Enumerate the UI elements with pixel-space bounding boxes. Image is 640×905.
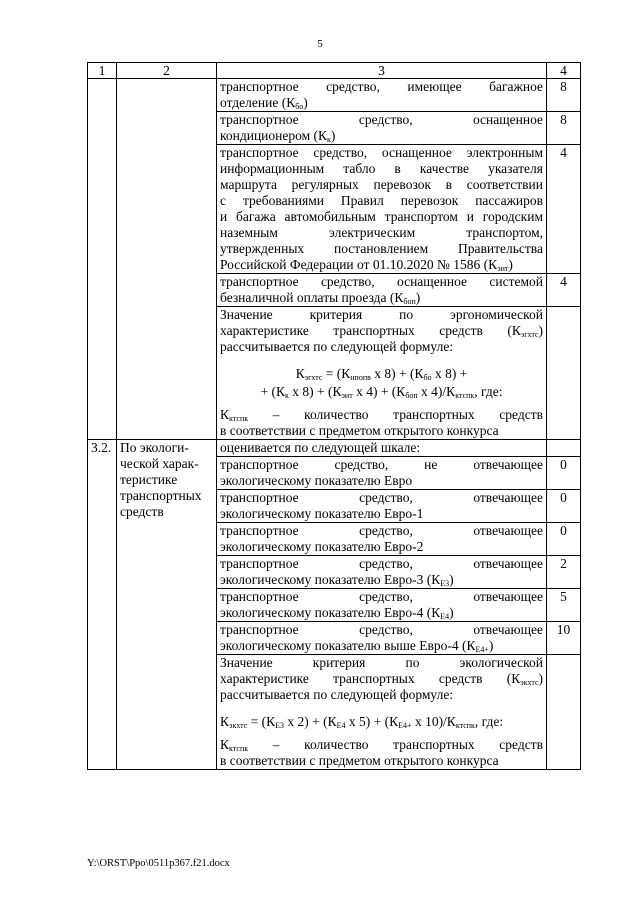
header-col-3: 3: [217, 63, 547, 79]
table-row: [88, 79, 581, 112]
empty-number-cell: [88, 79, 117, 440]
score-value: 10: [547, 622, 581, 655]
table-row: [88, 440, 581, 457]
score-value: 4: [547, 274, 581, 307]
criterion-text: транспортное средство, отвечающее экологическому показателю выше Евро-4 $(К_{Е4+})$: [217, 622, 547, 655]
criterion-text: транспортное средство, имеющее багажное отделение $(К_{бо})$: [217, 79, 547, 112]
header-col-2: 2: [117, 63, 217, 79]
score-value: 0: [547, 457, 581, 490]
criterion-text: транспортное средство, оснащенное кондиционером $(К_к)$: [217, 112, 547, 145]
empty-score-cell: [547, 307, 581, 440]
score-value: 0: [547, 523, 581, 556]
score-value: 8: [547, 79, 581, 112]
ergonomic-formula: $К_{эгхтс} = (К_{нпопв}$ х $8) + (К_{бо}$ х 8) + + ($К_к$ х $8) + (К_{эит}$ х $4) + (К_{боп}$ х $4)/К_{ктспк}$, где:: [260, 366, 503, 400]
page-number: 5: [317, 38, 323, 50]
ecological-formula: $К_{экхтс} = (К_{Е3}$ х $2) + (К_{Е4}$ х $5) + (К_{Е4+}$ х $10)/К_{ктспк}$, где:: [220, 714, 504, 730]
ergonomic-formula-block: Значение критерия по эргономической характеристике транспортных средств $(К_{эгхтс})$ рассчитывается по следующей формуле: $К_{эгхтс} = (К_{нпопв}$ х $8) + (К_{бо}$ х 8) + + ($К_к$ х $8) + (К_{эит}$ х $4) + (К_{боп}$ х $4)/К_{ктспк}$, где: $К_{ктспк}$ – количество транспортных средств в соответствии с предметом открытого конкурса: [217, 307, 547, 440]
empty-score-cell: [547, 655, 581, 770]
section-number: 3.2.: [88, 440, 117, 770]
ecological-formula-block: Значение критерия по экологической характеристике транспортных средств $(К_{экхтс})$ рассчитывается по следующей формуле: $К_{экхтс} = (К_{Е3}$ х $2) + (К_{Е4}$ х $5) + (К_{Е4+}$ х $10)/К_{ктспк}$, где: $К_{ктспк}$ – количество транспортных средств в соответствии с предметом открытого конкурса: [217, 655, 547, 770]
score-value: 4: [547, 145, 581, 274]
criteria-table: [87, 62, 581, 770]
score-value: 8: [547, 112, 581, 145]
criterion-text: транспортное средство, отвечающее экологическому показателю Евро-1: [217, 490, 547, 523]
score-value: 2: [547, 556, 581, 589]
empty-score-cell: [547, 440, 581, 457]
header-col-1: 1: [88, 63, 117, 79]
file-path-footer: Y:\ORST\Ppo\0511p367.f21.docx: [87, 858, 230, 869]
score-value: 0: [547, 490, 581, 523]
criterion-text: транспортное средство, отвечающее экологическому показателю Евро-4 $(К_{Е4})$: [217, 589, 547, 622]
criterion-text: транспортное средство, не отвечающее экологическому показателю Евро: [217, 457, 547, 490]
criterion-text: транспортное средство, отвечающее экологическому показателю Евро-3 $(К_{Е3})$: [217, 556, 547, 589]
section-title: По экологи- ческой харак- теристике транспортных средств: [117, 440, 217, 770]
criterion-text: транспортное средство, оснащенное системой безналичной оплаты проезда $(К_{боп})$: [217, 274, 547, 307]
score-value: 5: [547, 589, 581, 622]
header-row: [88, 63, 581, 79]
criterion-text: транспортное средство, отвечающее экологическому показателю Евро-2: [217, 523, 547, 556]
criterion-text: транспортное средство, оснащенное электронным информационным табло в качестве указателя маршрута регулярных перевозок в соответствии с требованиями Правил перевозок пассажиров и багажа автомобильным транспортом и городским наземным электрическим транспортом, утвержденных постановлением Правительства Российской Федерации от 01.10.2020 № 1586 $(К_{эит})$: [217, 145, 547, 274]
header-col-4: 4: [547, 63, 581, 79]
empty-criterion-cell: [117, 79, 217, 440]
scale-intro: оценивается по следующей шкале:: [217, 440, 547, 457]
